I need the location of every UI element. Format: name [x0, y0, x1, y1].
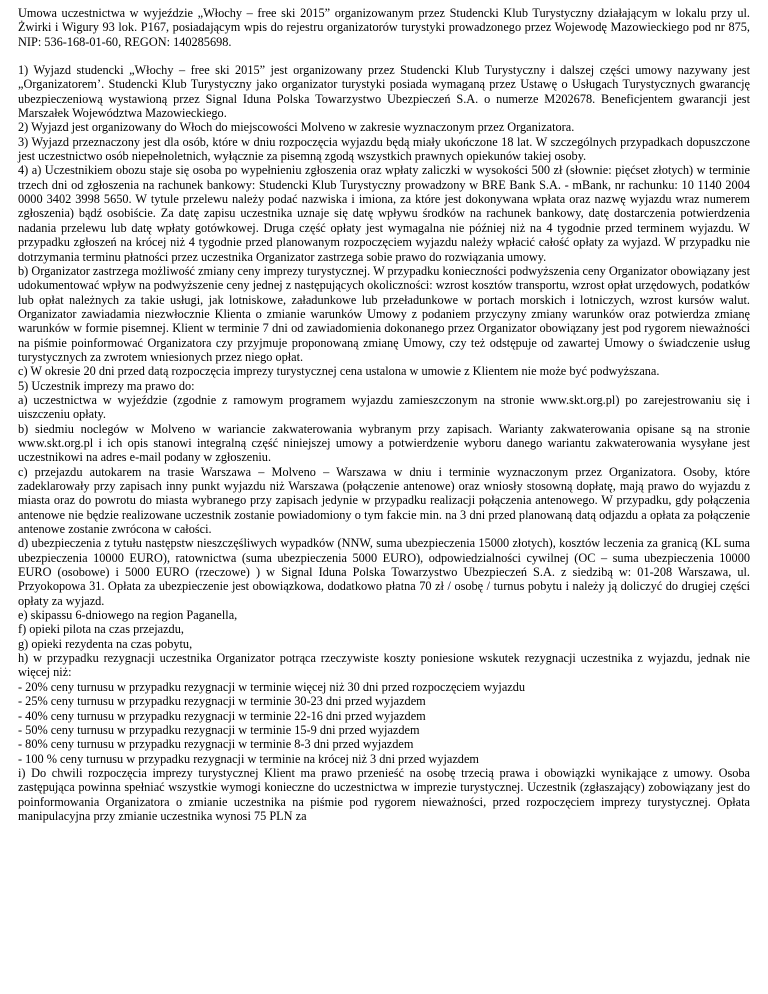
paragraph-gap	[18, 49, 750, 63]
cancellation-fee-item: - 80% ceny turnusu w przypadku rezygnacji w terminie 8-3 dni przed wyjazdem	[18, 737, 414, 752]
clause-2: 2) Wyjazd jest organizowany do Włoch do miejscowości Molveno w zakresie wyznaczonym przez Organizatora.	[18, 120, 575, 135]
clause-5h: h) w przypadku rezygnacji uczestnika Organizator potrąca rzeczywiste koszty poniesione wskutek rezygnacji uczestnika z wyjazdu, jednak nie więcej niż:	[18, 651, 750, 680]
clause-5b: b) siedmiu noclegów w Molveno w wariancie zakwaterowania wybranym przy zapisach. Warianty zakwaterowania opisane są na stronie www.skt.org.pl i ich opis stanowi integralną część niniejszej umowy a potwierdzenie wyboru danego wariantu zakwaterowania wysyłane jest uczestnikowi na adres e-mail podany w zgłoszeniu.	[18, 421, 750, 465]
clause-5e: e) skipassu 6-dniowego na region Paganella,	[18, 608, 238, 623]
cancellation-fee-item: - 25% ceny turnusu w przypadku rezygnacji w terminie 30-23 dni przed wyjazdem	[18, 694, 426, 709]
cancellation-fee-item: - 100 % ceny turnusu w przypadku rezygnacji w terminie na krócej niż 3 dni przed wyjazdem	[18, 751, 479, 766]
clause-5: 5) Uczestnik imprezy ma prawo do:	[18, 378, 195, 393]
clause-3: 3) Wyjazd przeznaczony jest dla osób, które w dniu rozpoczęcia wyjazdu będą miały ukończone 18 lat. W szczególnych przypadkach dopuszczone jest uczestnictwo osób niepełnoletnich, wyłącznie za pisemną zgodą wszystkich prawnych opiekunów takiej osoby.	[18, 134, 750, 164]
cancellation-fee-item: - 20% ceny turnusu w przypadku rezygnacji w terminie więcej niż 30 dni przed rozpoczęciem wyjazdu	[18, 679, 526, 694]
clause-4a: 4) a) Uczestnikiem obozu staje się osoba po wypełnieniu zgłoszenia oraz wpłaty zaliczki w wysokości 500 zł (słownie: pięćset złotych) w terminie trzech dni od zgłoszenia na rachunek bankowy: Studencki Klub Turystyczny prowadzony w BRE Bank S.A. - mBank, nr rachunku: 10 1140 2004 0000 3402 3998 5650. W tytule przelewu należy podać nazwiska i imiona, za które jest dokonywana wpłata oraz nazwę wyjazdu wraz numerem zgłoszenia) bądź osobiście. Za datę zapisu uczestnika uznaje się datę wpływu środków na rachunek bankowy, datę dostarczenia potwierdzenia nadania przelewu lub datę wpłaty gotówkowej. Druga część opłaty jest wymagalna nie później niż na 4 tygodnie przed terminem wyjazdu. W przypadku zgłoszeń na krócej niż 4 tygodnie przed planowanym rozpoczęciem wyjazdu należy wpłacić całość opłaty za wyjazd. W przypadku nie dotrzymania terminu płatności przez uczestnika Organizator zastrzega sobie prawo do rozwiązania umowy.	[18, 163, 750, 264]
intro-paragraph: Umowa uczestnictwa w wyjeździe „Włochy – free ski 2015” organizowanym przez Studencki Klub Turystyczny działającym w lokalu przy ul. Żwirki i Wigury 93 lok. P167, posiadającym wpis do rejestru organizatorów turystyki prowadzonego przez Wojewodę Mazowieckiego pod nr 875, NIP: 536-168-01-60, REGON: 140285698.	[18, 6, 750, 49]
clause-5i: i) Do chwili rozpoczęcia imprezy turystycznej Klient ma prawo przenieść na osobę trzecią prawa i obowiązki wynikające z umowy. Osoba zastępująca powinna spełniać wszystkie wymogi konieczne do uczestnictwa w imprezie turystycznej. Uczestnik (zgłaszający) zobowiązany jest do poinformowania Organizatora o zmianie uczestnika na piśmie pod rygorem nieważności, przed rozpoczęciem imprezy turystycznej. Opłata manipulacyjna przy zmianie uczestnika wynosi 75 PLN za	[18, 765, 750, 823]
cancellation-fee-item: - 50% ceny turnusu w przypadku rezygnacji w terminie 15-9 dni przed wyjazdem	[18, 722, 420, 737]
clause-5d: d) ubezpieczenia z tytułu następstw nieszczęśliwych wypadków (NNW, suma ubezpieczenia 15000 złotych), kosztów leczenia za granicą (KL suma ubezpieczenia 10000 EURO), ratownictwa (suma ubezpieczenia 5000 EURO), odpowiedzialności cywilnej (OC – suma ubezpieczenia 10000 EURO (osobowe) i 5000 EURO (rzeczowe) ) w Signal Iduna Polska Towarzystwo Ubezpieczeń S.A. z siedzibą w: 01-208 Warszawa, ul. Przyokopowa 31. Opłata za ubezpieczenie jest obowiązkowa, dodatkowo płatna 70 zł / osobę / turnus pobytu i należy ją doliczyć do drugiej części opłaty za wyjazd.	[18, 536, 750, 608]
clause-4b: b) Organizator zastrzega możliwość zmiany ceny imprezy turystycznej. W przypadku konieczności podwyższenia ceny Organizator obowiązany jest udokumentować wpływ na podwyższenie ceny jednej z następujących okoliczności: wzrost kosztów transportu, wzrost opłat urzędowych, podatków lub opłat należnych za takie usługi, jak lotniskowe, załadunkowe lub przeładunkowe w portach morskich i lotniczych, wzrost kursów walut. Organizator zawiadamia niezwłocznie Klienta o zmianie warunków Umowy z podaniem przyczyny zmiany warunków oraz potwierdza zmianę warunków w formie pisemnej. Klient w terminie 7 dni od zawiadomienia dokonanego przez Organizator obowiązany jest pod rygorem nieważności na piśmie poinformować Organizatora czy przyjmuje proponowaną zmianę Umowy, czy też odstępuje od zawartej Umowy o świadczenie usług turystycznych za zwrotem wniesionych przez niego opłat.	[18, 263, 750, 364]
clause-4c: c) W okresie 20 dni przed datą rozpoczęcia imprezy turystycznej cena ustalona w umowie z Klientem nie może być podwyższana.	[18, 364, 660, 379]
clause-5g: g) opieki rezydenta na czas pobytu,	[18, 636, 193, 651]
clause-5a: a) uczestnictwa w wyjeździe (zgodnie z ramowym programem wyjazdu zamieszczonym na stronie www.skt.org.pl) po zarejestrowaniu się i uiszczeniu opłaty.	[18, 392, 750, 422]
cancellation-fee-item: - 40% ceny turnusu w przypadku rezygnacji w terminie 22-16 dni przed wyjazdem	[18, 708, 426, 723]
clause-5c: c) przejazdu autokarem na trasie Warszawa – Molveno – Warszawa w dniu i terminie wyznaczonym przez Organizatora. Osoby, które zadeklarowały przy zapisach inny punkt wyjazdu niż Warszawa (połączenie antenowe) oraz wniosły stosowną dopłatę, mają prawo do wyjazdu z miasta oraz do powrotu do miasta wybranego przy zapisach jedynie w przypadku realizacji połączenia antenowego. W przypadku, gdy połączenia antenowe nie będzie realizowane uczestnik zostanie powiadomiony o tym fakcie min. na 3 dni przed planowaną datą odjazdu a opłata za połączenie antenowe zostanie zwrócona w całości.	[18, 464, 750, 537]
clause-1: 1) Wyjazd studencki „Włochy – free ski 2015” jest organizowany przez Studencki Klub Turystyczny i dalszej części umowy nazywany jest „Organizatorem’. Studencki Klub Turystyczny jako organizator turystyki posiada wymaganą przez Ustawę o Usługach Turystycznych gwarancję ubezpieczeniową wystawioną przez Signal Iduna Polska Towarzystwo Ubezpieczeń S.A. o numerze M202678. Beneficjentem gwarancji jest Marszałek Województwa Mazowieckiego.	[18, 63, 750, 121]
clause-5f: f) opieki pilota na czas przejazdu,	[18, 622, 184, 637]
